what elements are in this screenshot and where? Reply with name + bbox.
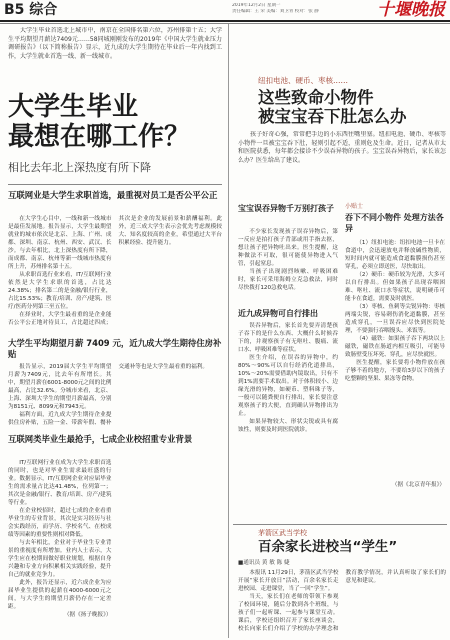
paragraph: 当孩子出现剧烈咳嗽、呼吸困难时，家长可采用海姆立克急救法，同时尽快拨打120急救电话。 xyxy=(238,269,338,291)
paragraph: 在择业时，大学生最看重的是企业能否公平公正地对待员工，占比超过四成；其次是企业的发展前景和薪酬福利。此外，近三成大学生表示会优先考虑规模较大、知名度较高的企业，希望通过大平台积累经验、提升能力。 xyxy=(8,216,222,326)
section-label: B5 综合 xyxy=(4,2,58,18)
section-heading-2: 大学生平均期望月薪 7409 元，近九成大学生期待住房补贴 xyxy=(8,338,222,359)
section-heading-3: 互联网类毕业生最抢手，七成企业校招重专业背景 xyxy=(8,434,193,444)
newspaper-logo: 十堰晚报 xyxy=(377,0,445,19)
column-divider xyxy=(228,24,229,638)
section-body-2 xyxy=(8,363,222,429)
issue-meta xyxy=(232,3,354,15)
byline: ■通讯员 黄 敏 陈 婕 xyxy=(238,560,290,566)
article-body xyxy=(238,322,338,520)
article-kicker: 茅箭区武当学校 xyxy=(258,529,307,537)
lead-text: 孩子好奇心强，常常把手边的小东西往嘴里塞。纽扣电池、硬币、枣核等小物件一旦被宝宝吞下肚，轻则引起不适，重则危及生命。近日，记者从市太和医院获悉，每年都会接诊不少误吞异物的孩子。宝宝误吞异物后，家长该怎么办？医生给出了建议。 xyxy=(238,131,446,164)
article-headline xyxy=(8,92,222,152)
header-divider xyxy=(0,23,450,24)
paragraph: 当天，家长们在老师的带领下参观了校园环境，随后分散到各个班级，与孩子们一起听课、一起参与课堂互动。课后，学校还组织召开了家长座谈会，校长向家长们介绍了学校的办学理念和教育教学情况，并认真听取了家长们的意见和建议。 xyxy=(238,570,446,632)
issue-date: 2019年12月2日 星期一 xyxy=(232,3,281,8)
section-heading-1: 互联网业是大学生求职首选，最重视对员工是否公平公正 xyxy=(8,190,218,200)
tips-label: 小贴士 xyxy=(345,203,364,210)
paragraph: 本报讯 11月29日，茅箭区武当学校开展“家长开放日”活动，百余名家长走进校园、走进课堂，当了一回“学生”。 xyxy=(238,570,339,592)
paragraph: 此外，报告还显示，近六成企业为应届毕业生提供的起薪在4000-6000元之间，与大学生的期望月薪仍存在一定差距。 xyxy=(8,580,112,610)
headline-line-1: 这些致命小物件 xyxy=(258,88,374,107)
lead-paragraph xyxy=(238,131,446,199)
subheading: 近九成异物可自行排出 xyxy=(238,309,318,318)
paragraph: 医生提醒，家长要将小物件放在孩子够不着的地方，不要给3岁以下的孩子吃整颗的坚果、果冻等食物。 xyxy=(345,360,445,382)
paragraph: （1）纽扣电池：纽扣电池一旦卡在食道中，会迅速放电并释放碱性物质，短时间内就可能造成食道黏膜损伤甚至穿孔，必须立即送医，尽快取出。 xyxy=(345,240,445,270)
paragraph: 在企业校招时，超过七成的企业看重毕业生的专业背景，其次是实习经历与社会实践经历，而学历、学校名气、在校成绩等因素的重要性则相对降低。 xyxy=(8,508,112,538)
article-source: （据《北京青年报》） xyxy=(391,482,445,488)
subheading: 宝宝误吞异物千万别打孩子 xyxy=(238,204,334,213)
paragraph: （3）枣核、鱼刺等尖锐异物：枣核两端尖锐，容易刺伤消化道黏膜，甚至造成穿孔，一旦误吞应尽快到医院处理，不要强行吞咽馒头、米饭等。 xyxy=(345,304,445,334)
article-body xyxy=(238,228,338,306)
article-kicker: 纽扣电池、硬币、枣核…… xyxy=(258,76,348,85)
subheading: 吞下不同小物件 处理方法各异 xyxy=(345,213,444,233)
section-body-1 xyxy=(8,215,222,333)
paragraph: 医生介绍，在误吞的异物中，约80%～90%可以自行经消化道排出，10%～20%需要借助内镜取出，只有不到1%需要手术取出。对于体积较小、边缘光滑的异物，如硬币、塑料珠子等，一般可以随粪便自行排出，家长要注意观察孩子的大便，直到确认异物排出为止。 xyxy=(238,355,338,417)
paragraph: （4）磁铁：如果孩子吞下两块以上磁铁，磁铁在肠道内相互吸引，可能导致肠壁受压坏死、穿孔，应尽快就医。 xyxy=(345,336,445,358)
section-body-3 xyxy=(8,459,222,637)
headline-line-2: 被宝宝吞下肚怎么办 xyxy=(258,107,407,126)
paragraph: IT/互联网行业在成为大学生求职首选的同时，也是对毕业生需求最旺盛的行业。数据显示，IT/互联网企业对应届毕业生的需求量占比达41.48%，位列第一；其次是金融/银行、教育/培训、房产/建筑等行业。 xyxy=(8,460,112,506)
paragraph: 福利方面，近九成大学生期待企业提供住房补贴，五险一金、带薪年假、餐补交通补等也是大学生最看重的福利。 xyxy=(8,364,209,426)
article-headline xyxy=(258,88,446,126)
article-headline: 百余家长进校当“学生” xyxy=(258,539,398,555)
article-body xyxy=(345,239,445,479)
article-divider xyxy=(233,524,447,525)
subtitle-divider xyxy=(8,184,222,185)
lead-paragraph xyxy=(8,27,222,87)
paragraph: 在大学生心目中，一线和新一线城市是最佳发展地。报告显示，大学生最期望就业的城市依次是北京、上海、广州、成都、深圳、南京、杭州、西安、武汉、长沙。与去年相比，北上深热度有所下降，而成都、南京、杭州等新一线城市热度有所上升，苏州排名第十五。 xyxy=(8,216,112,270)
article-subtitle: 相比去年北上深热度有所下降 xyxy=(8,161,151,174)
paragraph: 不少家长发现孩子误吞异物后，第一反应是拍打孩子背部或用手指去抠，想让孩子把异物吐出来。医生提醒，这种做法不可取，很可能使异物进入气管，引起窒息。 xyxy=(238,229,338,267)
paragraph: （2）硬币：硬币较为光滑，大多可以自行排出。但如果孩子出现吞咽困难、呕吐、流口水等症状，说明硬币可能卡在食道，需要及时就医。 xyxy=(345,272,445,302)
article-source: （据《扬子晚报》） xyxy=(63,612,112,618)
article-body xyxy=(238,569,446,638)
paragraph: 报告显示，2019届大学生平均期望月薪为7409元，比去年有所增长。其中，期望月薪在6001-8000元之间的比例最高，占比32.6%。分城市来看，北京、上海、深圳大学生的期望月薪最高，分别为8151元、8099元和7943元。 xyxy=(8,364,112,410)
paragraph: 与去年相比，企业对于毕业生专业背景的重视度有所增加。业内人士表示，大学生应在校期间做好职业规划，根据自身兴趣和专业方向积累相关实践经验，提升自己的就业竞争力。 xyxy=(8,540,112,578)
paragraph: 从求职首选行业来看，IT/互联网行业依然是大学生求职的首选，占比达24.38%；排名第二的是金融/银行行业，占比15.53%；教育/培训、房产/建筑、医疗/医药分列第三至五位。 xyxy=(8,272,112,310)
lead-text: 大学生毕业首选北上城市中，南京在全国排名第六位，苏州排第十五；大学生平均期望月薪达7409元……58同城刚刚发布的2019年《中国大学生就业压力调研报告》（以下简称报告）显示，近九成的大学生期待在毕业后一年内找到工作，大学生就业首选一线、新一线城市。 xyxy=(8,27,222,60)
paragraph: 如果异物较大、形状尖锐或具有腐蚀性，则要及时到医院就诊。 xyxy=(238,419,338,433)
editor-credits: 责任编辑：王 荣 美编：刘卫青 校对：张 静 xyxy=(232,9,319,14)
headline-line-2: 最想在哪工作？ xyxy=(8,122,191,152)
paragraph: 误吞异物后，家长首先要弄清楚孩子吞下的是什么东西、大概什么时候吞下的，并观察孩子有无呕吐、腹痛、流口水、呼吸困难等症状。 xyxy=(238,323,338,353)
headline-line-1: 大学生毕业 xyxy=(8,92,139,122)
